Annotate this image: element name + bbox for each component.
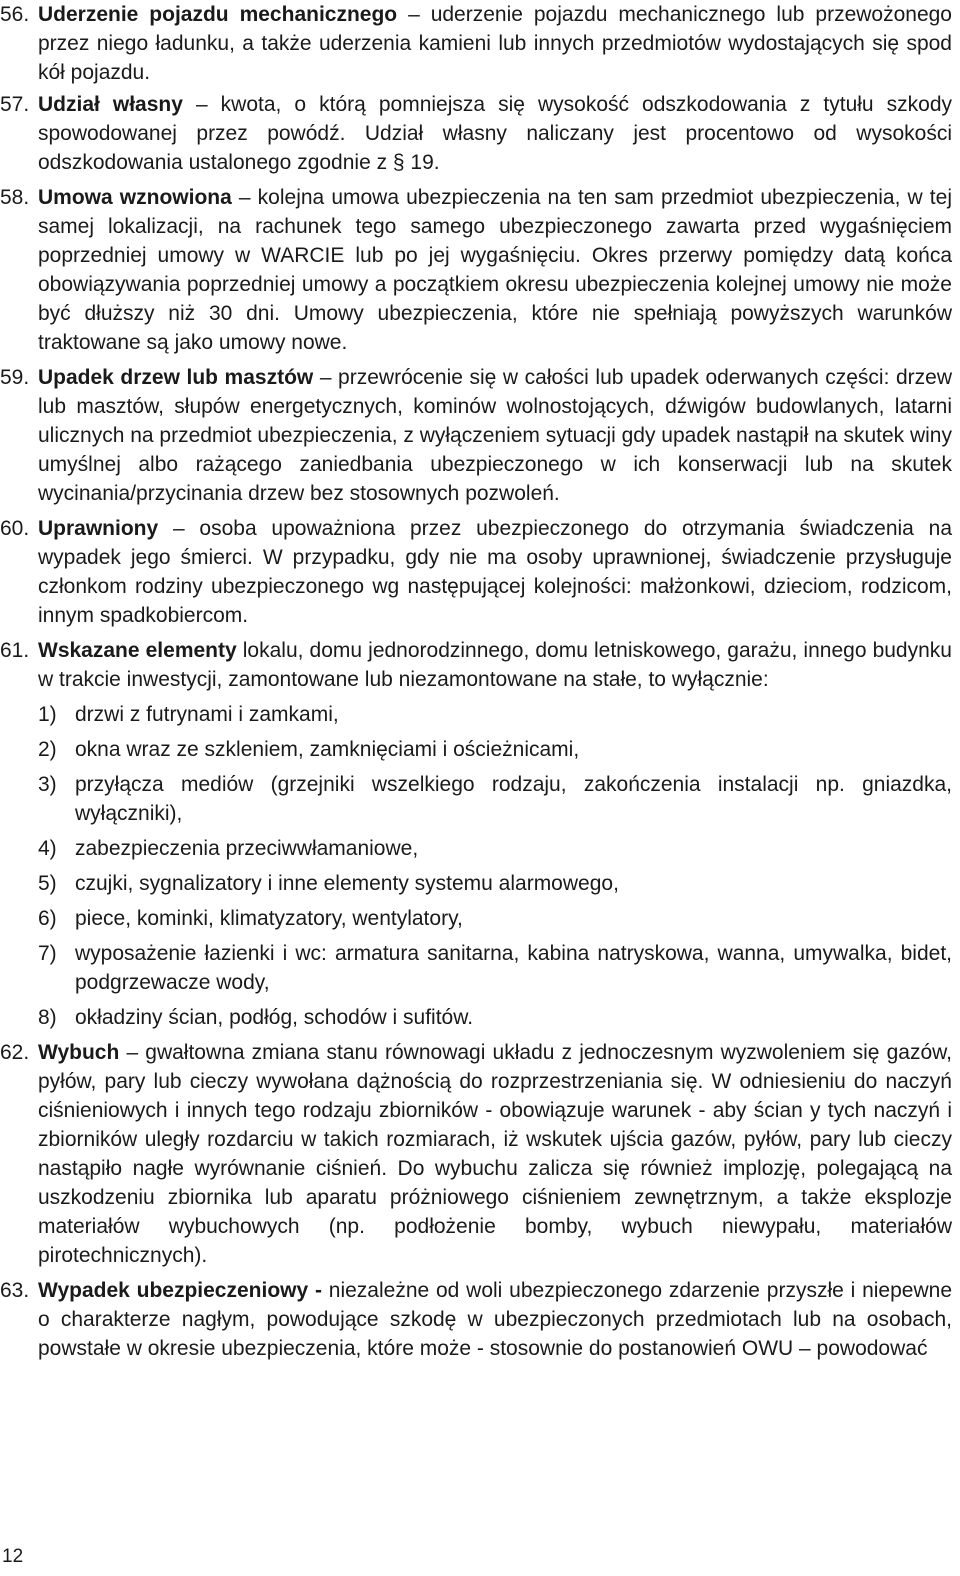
definition-term: Wybuch <box>38 1041 120 1064</box>
list-item-text: okładziny ścian, podłóg, schodów i sufitów. <box>75 1006 474 1029</box>
list-item-number: 7) <box>38 942 57 965</box>
list-item <box>0 939 960 997</box>
definition-number: 58. <box>0 186 30 209</box>
definition-text: – osoba upoważniona przez ubezpieczonego do otrzymania świadczenia na wypadek jego śmierci. W przypadku, gdy nie ma osoby uprawnionej, świadczenie przysługuje członkom rodziny ubezpieczonego wg następującej kolejności: małżonkowi, dzieciom, rodzicom, innym spadkobiercom. <box>38 517 952 627</box>
elements-list <box>0 700 960 1032</box>
list-item <box>0 869 960 898</box>
list-item-number: 3) <box>38 773 57 796</box>
list-item-number: 8) <box>38 1006 57 1029</box>
list-item <box>0 904 960 933</box>
list-item-text: drzwi z futrynami i zamkami, <box>75 703 339 726</box>
definition-61 <box>0 636 960 694</box>
definition-text: lokalu, domu jednorodzinnego, domu letniskowego, garażu, innego budynku w trakcie inwestycji, zamontowane lub niezamontowane na stałe, to wyłącznie: <box>38 639 952 691</box>
definition-57 <box>0 90 960 177</box>
list-item <box>0 735 960 764</box>
definition-number: 63. <box>0 1279 30 1302</box>
definition-term: Umowa wznowiona <box>38 186 232 209</box>
definition-term: Udział własny <box>38 93 183 116</box>
list-item-number: 5) <box>38 872 57 895</box>
list-item-text: okna wraz ze szkleniem, zamknięciami i ościeżnicami, <box>75 738 580 761</box>
definition-text: – gwałtowna zmiana stanu równowagi układu z jednoczesnym wyzwoleniem się gazów, pyłów, pary lub cieczy wywołana dążnością do rozprzestrzeniania się. W odniesieniu do naczyń ciśnieniowych i innych tego rodzaju zbiorników - obowiązuje warunek - aby ścian y tych naczyń i zbiorników uległy rozdarciu w takich rozmiarach, iż wskutek ujścia gazów, pyłów, pary lub cieczy nastąpiło nagłe wyrównanie ciśnień. Do wybuchu zalicza się również implozję, polegającą na uszkodzeniu zbiornika lub aparatu próżniowego ciśnieniem zewnętrznym, a także eksplozje materiałów wybuchowych (np. podłożenie bomby, wybuch niewypału, materiałów pirotechnicznych). <box>38 1041 952 1267</box>
list-item-number: 2) <box>38 738 57 761</box>
list-item <box>0 1003 960 1032</box>
definition-60 <box>0 514 960 630</box>
list-item-number: 1) <box>38 703 57 726</box>
definition-text: niezależne od woli ubezpieczonego zdarzenie przyszłe i niepewne o charakterze nagłym, powodujące szkodę w ubezpieczonych przedmiotach lub na osobach, powstałe w okresie ubezpieczenia, które może - stosownie do postanowień OWU – powodować <box>38 1279 952 1360</box>
definition-number: 61. <box>0 639 30 662</box>
list-item <box>0 834 960 863</box>
definition-term: Wypadek ubezpieczeniowy - <box>38 1279 322 1302</box>
definition-63 <box>0 1276 960 1363</box>
list-item-number: 6) <box>38 907 57 930</box>
list-item <box>0 770 960 828</box>
definition-number: 60. <box>0 517 30 540</box>
list-item-number: 4) <box>38 837 57 860</box>
definition-59 <box>0 363 960 508</box>
page-number: 12 <box>2 1546 24 1567</box>
definition-term: Uprawniony <box>38 517 159 540</box>
definition-number: 56. <box>0 3 30 26</box>
definition-text: – kwota, o którą pomniejsza się wysokość odszkodowania z tytułu szkody spowodowanej przez powódź. Udział własny naliczany jest procentowo od wysokości odszkodowania ustalonego zgodnie z § 19. <box>38 93 952 174</box>
definition-number: 57. <box>0 93 30 116</box>
definition-term: Upadek drzew lub masztów <box>38 366 314 389</box>
list-item-text: czujki, sygnalizatory i inne elementy systemu alarmowego, <box>75 872 619 895</box>
list-item-text: przyłącza mediów (grzejniki wszelkiego rodzaju, zakończenia instalacji np. gniazdka, wyłączniki), <box>75 773 952 825</box>
definition-term: Uderzenie pojazdu mechanicznego <box>38 3 398 26</box>
definition-58 <box>0 183 960 357</box>
definition-term: Wskazane elementy <box>38 639 237 662</box>
definition-number: 62. <box>0 1041 30 1064</box>
definition-56 <box>0 0 960 87</box>
definition-62 <box>0 1038 960 1270</box>
list-item-text: zabezpieczenia przeciwwłamaniowe, <box>75 837 419 860</box>
definition-number: 59. <box>0 366 30 389</box>
definition-text: – uderzenie pojazdu mechanicznego lub przewożonego przez niego ładunku, a także uderzenia kamieni lub innych przedmiotów wydostających się spod kół pojazdu. <box>38 3 952 84</box>
list-item-text: piece, kominki, klimatyzatory, wentylatory, <box>75 907 463 930</box>
list-item-text: wyposażenie łazienki i wc: armatura sanitarna, kabina natryskowa, wanna, umywalka, bidet, podgrzewacze wody, <box>75 942 952 994</box>
definition-text: – kolejna umowa ubezpieczenia na ten sam przedmiot ubezpieczenia, w tej samej lokalizacji, na rachunek tego samego ubezpieczonego zawarta przed wygaśnięciem poprzedniej umowy w WARCIE lub po jej wygaśnięciu. Okres przerwy pomiędzy datą końca obowiązywania poprzedniej umowy a początkiem okresu ubezpieczenia kolejnej umowy nie może być dłuższy niż 30 dni. Umowy ubezpieczenia, które nie spełniają powyższych warunków traktowane są jako umowy nowe. <box>38 186 952 354</box>
list-item <box>0 700 960 729</box>
definition-text: – przewrócenie się w całości lub upadek oderwanych części: drzew lub masztów, słupów energetycznych, kominów wolnostojących, dźwigów budowlanych, latarni ulicznych na przedmiot ubezpieczenia, z wyłączeniem sytuacji gdy upadek nastąpił na skutek winy umyślnej albo rażącego zaniedbania ubezpieczonego w ich konserwacji lub na skutek wycinania/przycinania drzew bez stosownych pozwoleń. <box>38 366 952 505</box>
